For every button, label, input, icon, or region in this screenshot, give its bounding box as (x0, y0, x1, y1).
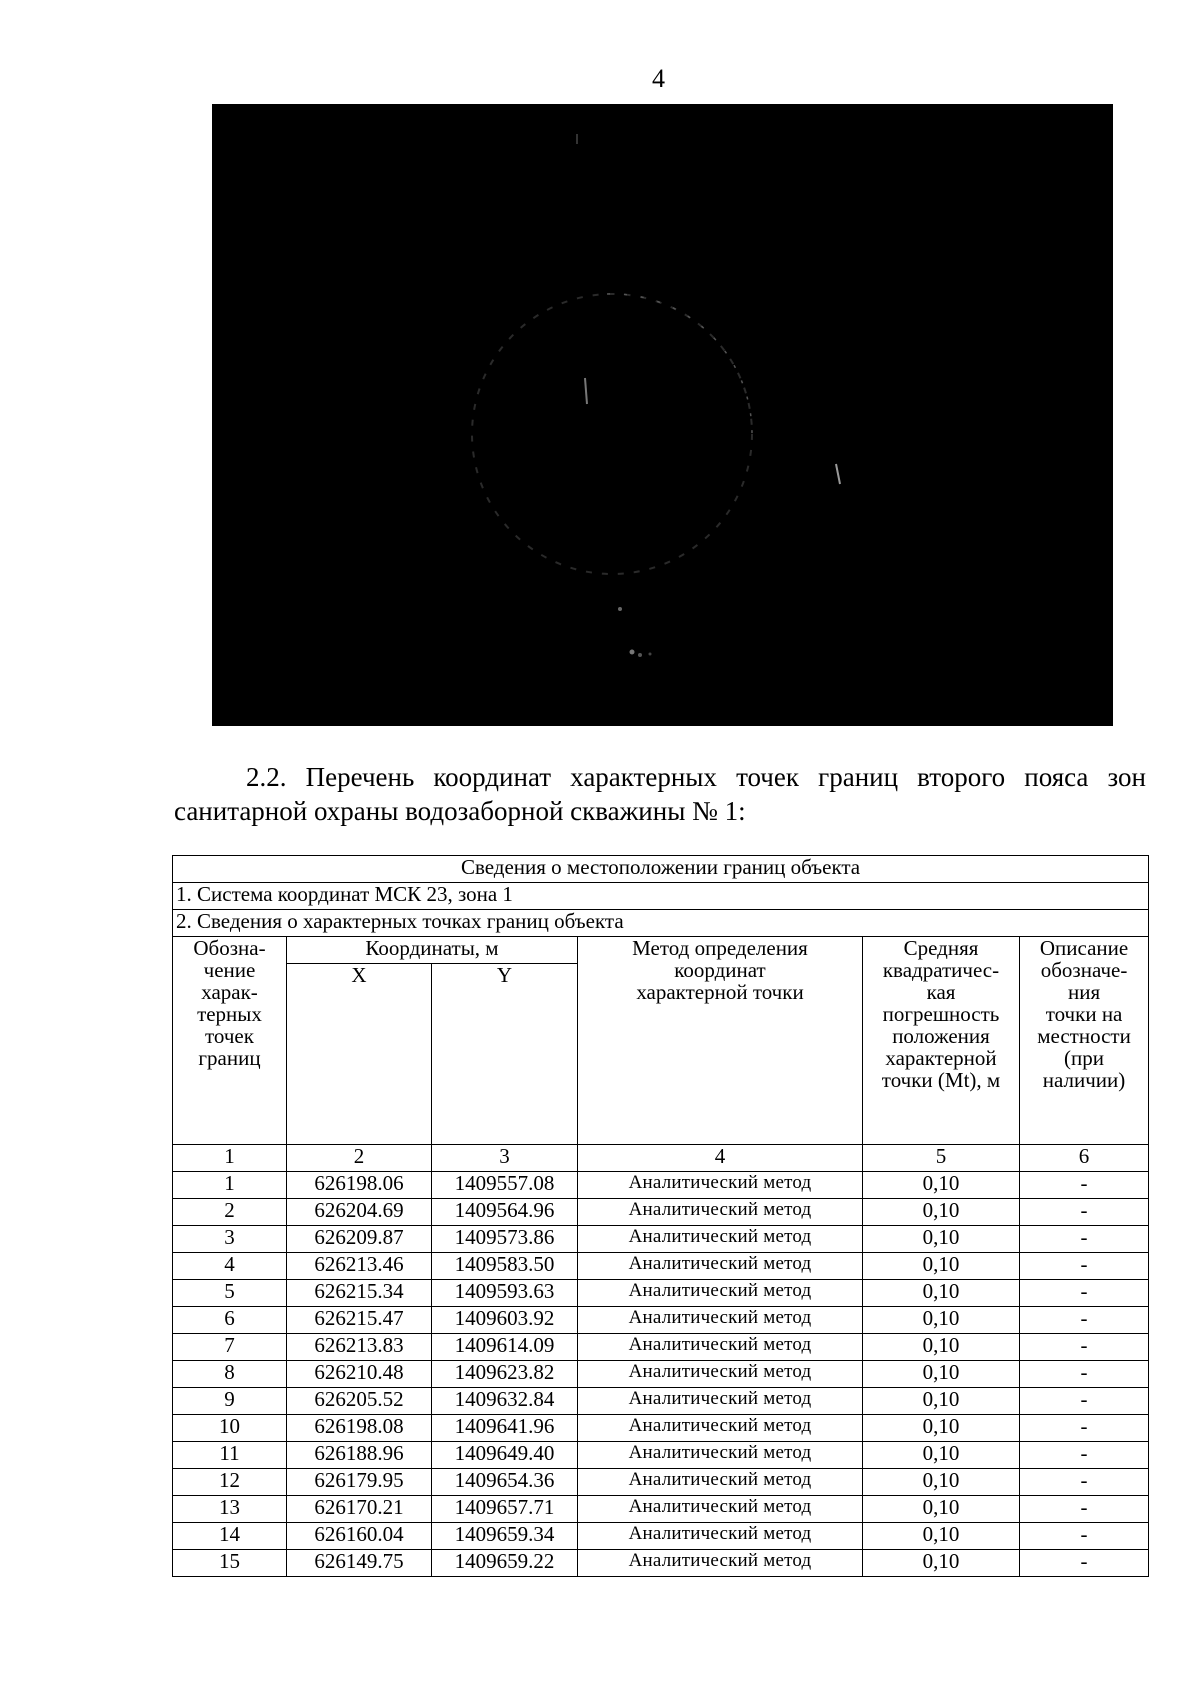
method-cell: Аналитический метод (578, 1469, 863, 1496)
table-row (173, 1415, 1149, 1442)
method-cell: Аналитический метод (578, 1172, 863, 1199)
table-row (173, 1496, 1149, 1523)
y-coordinate-cell: 1409659.34 (432, 1523, 578, 1550)
point-number-cell: 13 (173, 1496, 287, 1523)
header-x: X (287, 964, 432, 1145)
table-row (173, 1469, 1149, 1496)
point-number-cell: 3 (173, 1226, 287, 1253)
point-number-cell: 14 (173, 1523, 287, 1550)
header-error: Средняя квадратичес- кая погрешность положения характерной точки (Mt), м (863, 937, 1020, 1145)
point-number-cell: 9 (173, 1388, 287, 1415)
table-title: Сведения о местоположении границ объекта (173, 856, 1149, 883)
method-cell: Аналитический метод (578, 1334, 863, 1361)
description-cell: - (1020, 1280, 1149, 1307)
error-cell: 0,10 (863, 1334, 1020, 1361)
section-heading (174, 760, 1146, 828)
table-row (173, 1307, 1149, 1334)
x-coordinate-cell: 626215.34 (287, 1280, 432, 1307)
x-coordinate-cell: 626213.46 (287, 1253, 432, 1280)
description-cell: - (1020, 1199, 1149, 1226)
error-cell: 0,10 (863, 1550, 1020, 1577)
error-cell: 0,10 (863, 1361, 1020, 1388)
x-coordinate-cell: 626179.95 (287, 1469, 432, 1496)
table-row (173, 1253, 1149, 1280)
x-coordinate-cell: 626149.75 (287, 1550, 432, 1577)
method-cell: Аналитический метод (578, 1307, 863, 1334)
points-section-title: 2. Сведения о характерных точках границ объекта (173, 910, 1149, 937)
y-coordinate-cell: 1409632.84 (432, 1388, 578, 1415)
column-number: 4 (578, 1145, 863, 1172)
error-cell: 0,10 (863, 1496, 1020, 1523)
table-body (173, 1172, 1149, 1577)
method-cell: Аналитический метод (578, 1280, 863, 1307)
aerial-photo (212, 104, 1113, 726)
error-cell: 0,10 (863, 1388, 1020, 1415)
point-number-cell: 12 (173, 1469, 287, 1496)
y-coordinate-cell: 1409564.96 (432, 1199, 578, 1226)
description-cell: - (1020, 1361, 1149, 1388)
table-row (173, 1280, 1149, 1307)
description-cell: - (1020, 1442, 1149, 1469)
x-coordinate-cell: 626198.06 (287, 1172, 432, 1199)
method-cell: Аналитический метод (578, 1388, 863, 1415)
point-number-cell: 10 (173, 1415, 287, 1442)
table-row (173, 1523, 1149, 1550)
x-coordinate-cell: 626204.69 (287, 1199, 432, 1226)
error-cell: 0,10 (863, 1469, 1020, 1496)
x-coordinate-cell: 626205.52 (287, 1388, 432, 1415)
description-cell: - (1020, 1334, 1149, 1361)
method-cell: Аналитический метод (578, 1226, 863, 1253)
y-coordinate-cell: 1409614.09 (432, 1334, 578, 1361)
header-designation: Обозна- чение харак- терных точек границ (173, 937, 287, 1145)
x-coordinate-cell: 626210.48 (287, 1361, 432, 1388)
table-row (173, 1199, 1149, 1226)
y-coordinate-cell: 1409641.96 (432, 1415, 578, 1442)
table-row (173, 1226, 1149, 1253)
error-cell: 0,10 (863, 1253, 1020, 1280)
x-coordinate-cell: 626213.83 (287, 1334, 432, 1361)
description-cell: - (1020, 1388, 1149, 1415)
y-coordinate-cell: 1409657.71 (432, 1496, 578, 1523)
description-cell: - (1020, 1415, 1149, 1442)
header-description: Описание обозначе- ния точки на местности (при наличии) (1020, 937, 1149, 1145)
method-cell: Аналитический метод (578, 1442, 863, 1469)
coordinates-table (172, 855, 1149, 1577)
description-cell: - (1020, 1496, 1149, 1523)
description-cell: - (1020, 1550, 1149, 1577)
zone-map-image (212, 104, 1113, 726)
column-number: 2 (287, 1145, 432, 1172)
header-method: Метод определения координат характерной точки (578, 937, 863, 1145)
column-number: 3 (432, 1145, 578, 1172)
error-cell: 0,10 (863, 1442, 1020, 1469)
column-numbers-row (173, 1145, 1149, 1172)
error-cell: 0,10 (863, 1226, 1020, 1253)
table-row (173, 1442, 1149, 1469)
column-number: 1 (173, 1145, 287, 1172)
method-cell: Аналитический метод (578, 1415, 863, 1442)
y-coordinate-cell: 1409623.82 (432, 1361, 578, 1388)
page-number: 4 (652, 64, 665, 93)
y-coordinate-cell: 1409649.40 (432, 1442, 578, 1469)
table-row (173, 1550, 1149, 1577)
header-y: Y (432, 964, 578, 1145)
header-coordinates: Координаты, м (287, 937, 578, 964)
method-cell: Аналитический метод (578, 1199, 863, 1226)
point-number-cell: 15 (173, 1550, 287, 1577)
point-number-cell: 2 (173, 1199, 287, 1226)
description-cell: - (1020, 1226, 1149, 1253)
method-cell: Аналитический метод (578, 1496, 863, 1523)
method-cell: Аналитический метод (578, 1523, 863, 1550)
section-number: 2.2. (246, 762, 287, 792)
description-cell: - (1020, 1172, 1149, 1199)
point-number-cell: 4 (173, 1253, 287, 1280)
error-cell: 0,10 (863, 1415, 1020, 1442)
error-cell: 0,10 (863, 1199, 1020, 1226)
point-number-cell: 11 (173, 1442, 287, 1469)
y-coordinate-cell: 1409557.08 (432, 1172, 578, 1199)
column-number: 5 (863, 1145, 1020, 1172)
description-cell: - (1020, 1469, 1149, 1496)
point-number-cell: 7 (173, 1334, 287, 1361)
x-coordinate-cell: 626170.21 (287, 1496, 432, 1523)
table-row (173, 1334, 1149, 1361)
y-coordinate-cell: 1409659.22 (432, 1550, 578, 1577)
description-cell: - (1020, 1253, 1149, 1280)
table-row (173, 1172, 1149, 1199)
x-coordinate-cell: 626160.04 (287, 1523, 432, 1550)
method-cell: Аналитический метод (578, 1550, 863, 1577)
y-coordinate-cell: 1409573.86 (432, 1226, 578, 1253)
description-cell: - (1020, 1307, 1149, 1334)
y-coordinate-cell: 1409603.92 (432, 1307, 578, 1334)
point-number-cell: 6 (173, 1307, 287, 1334)
x-coordinate-cell: 626215.47 (287, 1307, 432, 1334)
section-title: Перечень координат характерных точек границ второго пояса зон санитарной охраны водозаборной скважины № 1: (174, 762, 1147, 826)
description-cell: - (1020, 1523, 1149, 1550)
table-row (173, 1361, 1149, 1388)
y-coordinate-cell: 1409654.36 (432, 1469, 578, 1496)
error-cell: 0,10 (863, 1307, 1020, 1334)
error-cell: 0,10 (863, 1280, 1020, 1307)
method-cell: Аналитический метод (578, 1361, 863, 1388)
method-cell: Аналитический метод (578, 1253, 863, 1280)
y-coordinate-cell: 1409593.63 (432, 1280, 578, 1307)
point-number-cell: 8 (173, 1361, 287, 1388)
x-coordinate-cell: 626188.96 (287, 1442, 432, 1469)
column-number: 6 (1020, 1145, 1149, 1172)
table-row (173, 1388, 1149, 1415)
point-number-cell: 1 (173, 1172, 287, 1199)
x-coordinate-cell: 626209.87 (287, 1226, 432, 1253)
error-cell: 0,10 (863, 1172, 1020, 1199)
coordinate-system: 1. Система координат МСК 23, зона 1 (173, 883, 1149, 910)
point-number-cell: 5 (173, 1280, 287, 1307)
y-coordinate-cell: 1409583.50 (432, 1253, 578, 1280)
error-cell: 0,10 (863, 1523, 1020, 1550)
x-coordinate-cell: 626198.08 (287, 1415, 432, 1442)
